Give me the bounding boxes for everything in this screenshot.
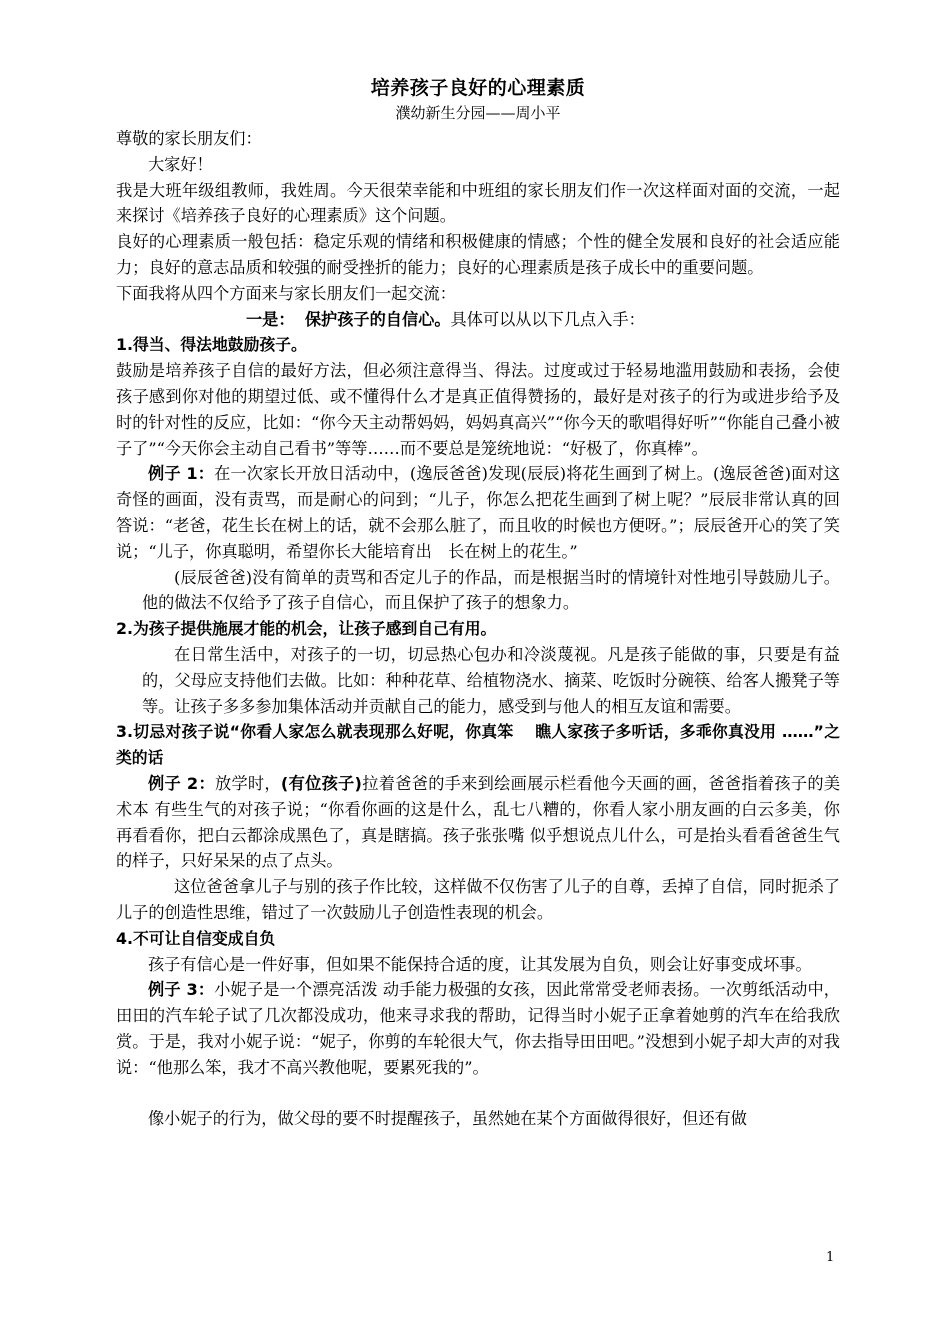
example-3-text: 小妮子是一个漂亮活泼 动手能力极强的女孩，因此常常受老师表扬。一次剪纸活动中，田田的汽车轮子试了几次都没成功，他来寻求我的帮助，记得当时小妮子正拿着她剪的汽车在给我欣赏。于是，我对小妮子说：“妮子，你剪的车轮很大气，你去指导田田吧。”没想到小妮子却大声的对我说：“他那么笨，我才不高兴教他呢，要累死我的”。 xyxy=(116,980,840,1077)
example-2-text-a: 放学时， xyxy=(214,773,281,793)
document-body xyxy=(116,74,840,1132)
example-1-comment: (辰辰爸爸)没有简单的责骂和否定儿子的作品，而是根据当时的情境针对性地引导鼓励儿子。他的做法不仅给予了孩子自信心，而且保护了孩子的想象力。 xyxy=(142,567,840,613)
point-1-paragraph: 鼓励是培养孩子自信的最好方法，但必须注意得当、得法。过度或过于轻易地滥用鼓励和表扬，会使孩子感到你对他的期望过低、或不懂得什么才是真正值得赞扬的，最好是对孩子的行为或进步给予及时的针对性的反应，比如：“你今天主动帮妈妈，妈妈真高兴”“你今天的歌唱得好听”“你能自己叠小被子了”“今天你会主动自己看书”等等……而不要总是笼统地说：“好极了，你真棒”。 xyxy=(116,361,840,458)
example-1-text: 在一次家长开放日活动中，(逸辰爸爸)发现(辰辰)将花生画到了树上。(逸辰爸爸)面对这奇怪的画面，没有责骂，而是耐心的问到；“儿子，你怎么把花生画到了树上呢？”辰辰非常认真的回答说：“老爸，花生长在树上的话，就不会那么脏了，而且收的时候也方便呀。”；辰辰爸开心的笑了笑说；“儿子，你真聪明，希望你长大能培育出 长在树上的花生。” xyxy=(116,464,840,561)
document-author: 濮幼新生分园——周小平 xyxy=(395,104,561,122)
section-1-label: 一是： xyxy=(246,309,295,329)
paragraph-gap xyxy=(116,1080,840,1106)
point-4-heading: 4.不可让自信变成自负 xyxy=(116,928,276,948)
point-4-paragraph: 孩子有信心是一件好事，但如果不能保持合适的度，让其发展为自负，则会让好事变成坏事。 xyxy=(148,954,812,974)
point-1-heading: 1.得当、得法地鼓励孩子。 xyxy=(116,335,307,355)
document-title: 培养孩子良好的心理素质 xyxy=(370,77,586,99)
intro-paragraph-3: 下面我将从四个方面来与家长朋友们一起交流： xyxy=(116,283,456,303)
example-3 xyxy=(116,977,840,1080)
example-3-label: 例子 3： xyxy=(148,980,215,1000)
example-2 xyxy=(116,771,840,874)
section-1-heading xyxy=(116,307,840,333)
example-2-comment: 这位爸爸拿儿子与别的孩子作比较，这样做不仅伤害了儿子的自尊，丢掉了自信，同时扼杀了儿子的创造性思维，错过了一次鼓励儿子创造性表现的机会。 xyxy=(116,877,840,922)
point-2-paragraph: 在日常生活中，对孩子的一切，切忌热心包办和冷淡蔑视。凡是孩子能做的事，只要是有益的，父母应支持他们去做。比如：种种花草、给植物浇水、摘菜、吃饭时分碗筷、给客人搬凳子等等。让孩子多多参加集体活动并贡献自己的能力，感受到与他人的相互友谊和需要。 xyxy=(142,644,840,716)
example-1-label: 例子 1： xyxy=(148,464,215,484)
point-2-heading: 2.为孩子提供施展才能的机会，让孩子感到自己有用。 xyxy=(116,619,497,639)
example-2-bold: (有位孩子) xyxy=(280,773,362,793)
page-number: 1 xyxy=(826,1250,835,1265)
section-1-title: 保护孩子的自信心。 xyxy=(304,309,451,329)
example-1 xyxy=(116,461,840,564)
point-3-heading: 3.切忌对孩子说“你看人家怎么就表现那么好呢，你真笨 瞧人家孩子多听话，多乖你真没用 ……”之类的话 xyxy=(116,722,840,768)
hello: 大家好！ xyxy=(148,154,213,174)
intro-paragraph-2: 良好的心理素质一般包括：稳定乐观的情绪和积极健康的情感；个性的健全发展和良好的社会适应能力；良好的意志品质和较强的耐受挫折的能力；良好的心理素质是孩子成长中的重要问题。 xyxy=(116,232,840,277)
intro-paragraph-1: 我是大班年级组教师，我姓周。今天很荣幸能和中班组的家长朋友们作一次这样面对面的交流，一起来探讨《培养孩子良好的心理素质》这个问题。 xyxy=(116,180,840,226)
section-1-rest: 具体可以从以下几点入手： xyxy=(450,309,645,329)
example-2-label: 例子 2： xyxy=(148,773,215,793)
greeting: 尊敬的家长朋友们： xyxy=(116,129,262,148)
closing-paragraph: 像小妮子的行为，做父母的要不时提醒孩子，虽然她在某个方面做得很好，但还有做 xyxy=(148,1109,747,1129)
example-2-text-b: 拉着爸爸的手来到绘画展示栏看他今天画的画，爸爸指着孩子的美术本 有些生气的对孩子说；“你看你画的这是什么，乱七八糟的，你看人家小朋友画的白云多美，你再看看你，把白云都涂成黑色了，真是瞎搞。孩子张张嘴 似乎想说点儿什么，可是抬头看看爸爸生气的样子，只好呆呆的点了点头。 xyxy=(116,773,841,871)
